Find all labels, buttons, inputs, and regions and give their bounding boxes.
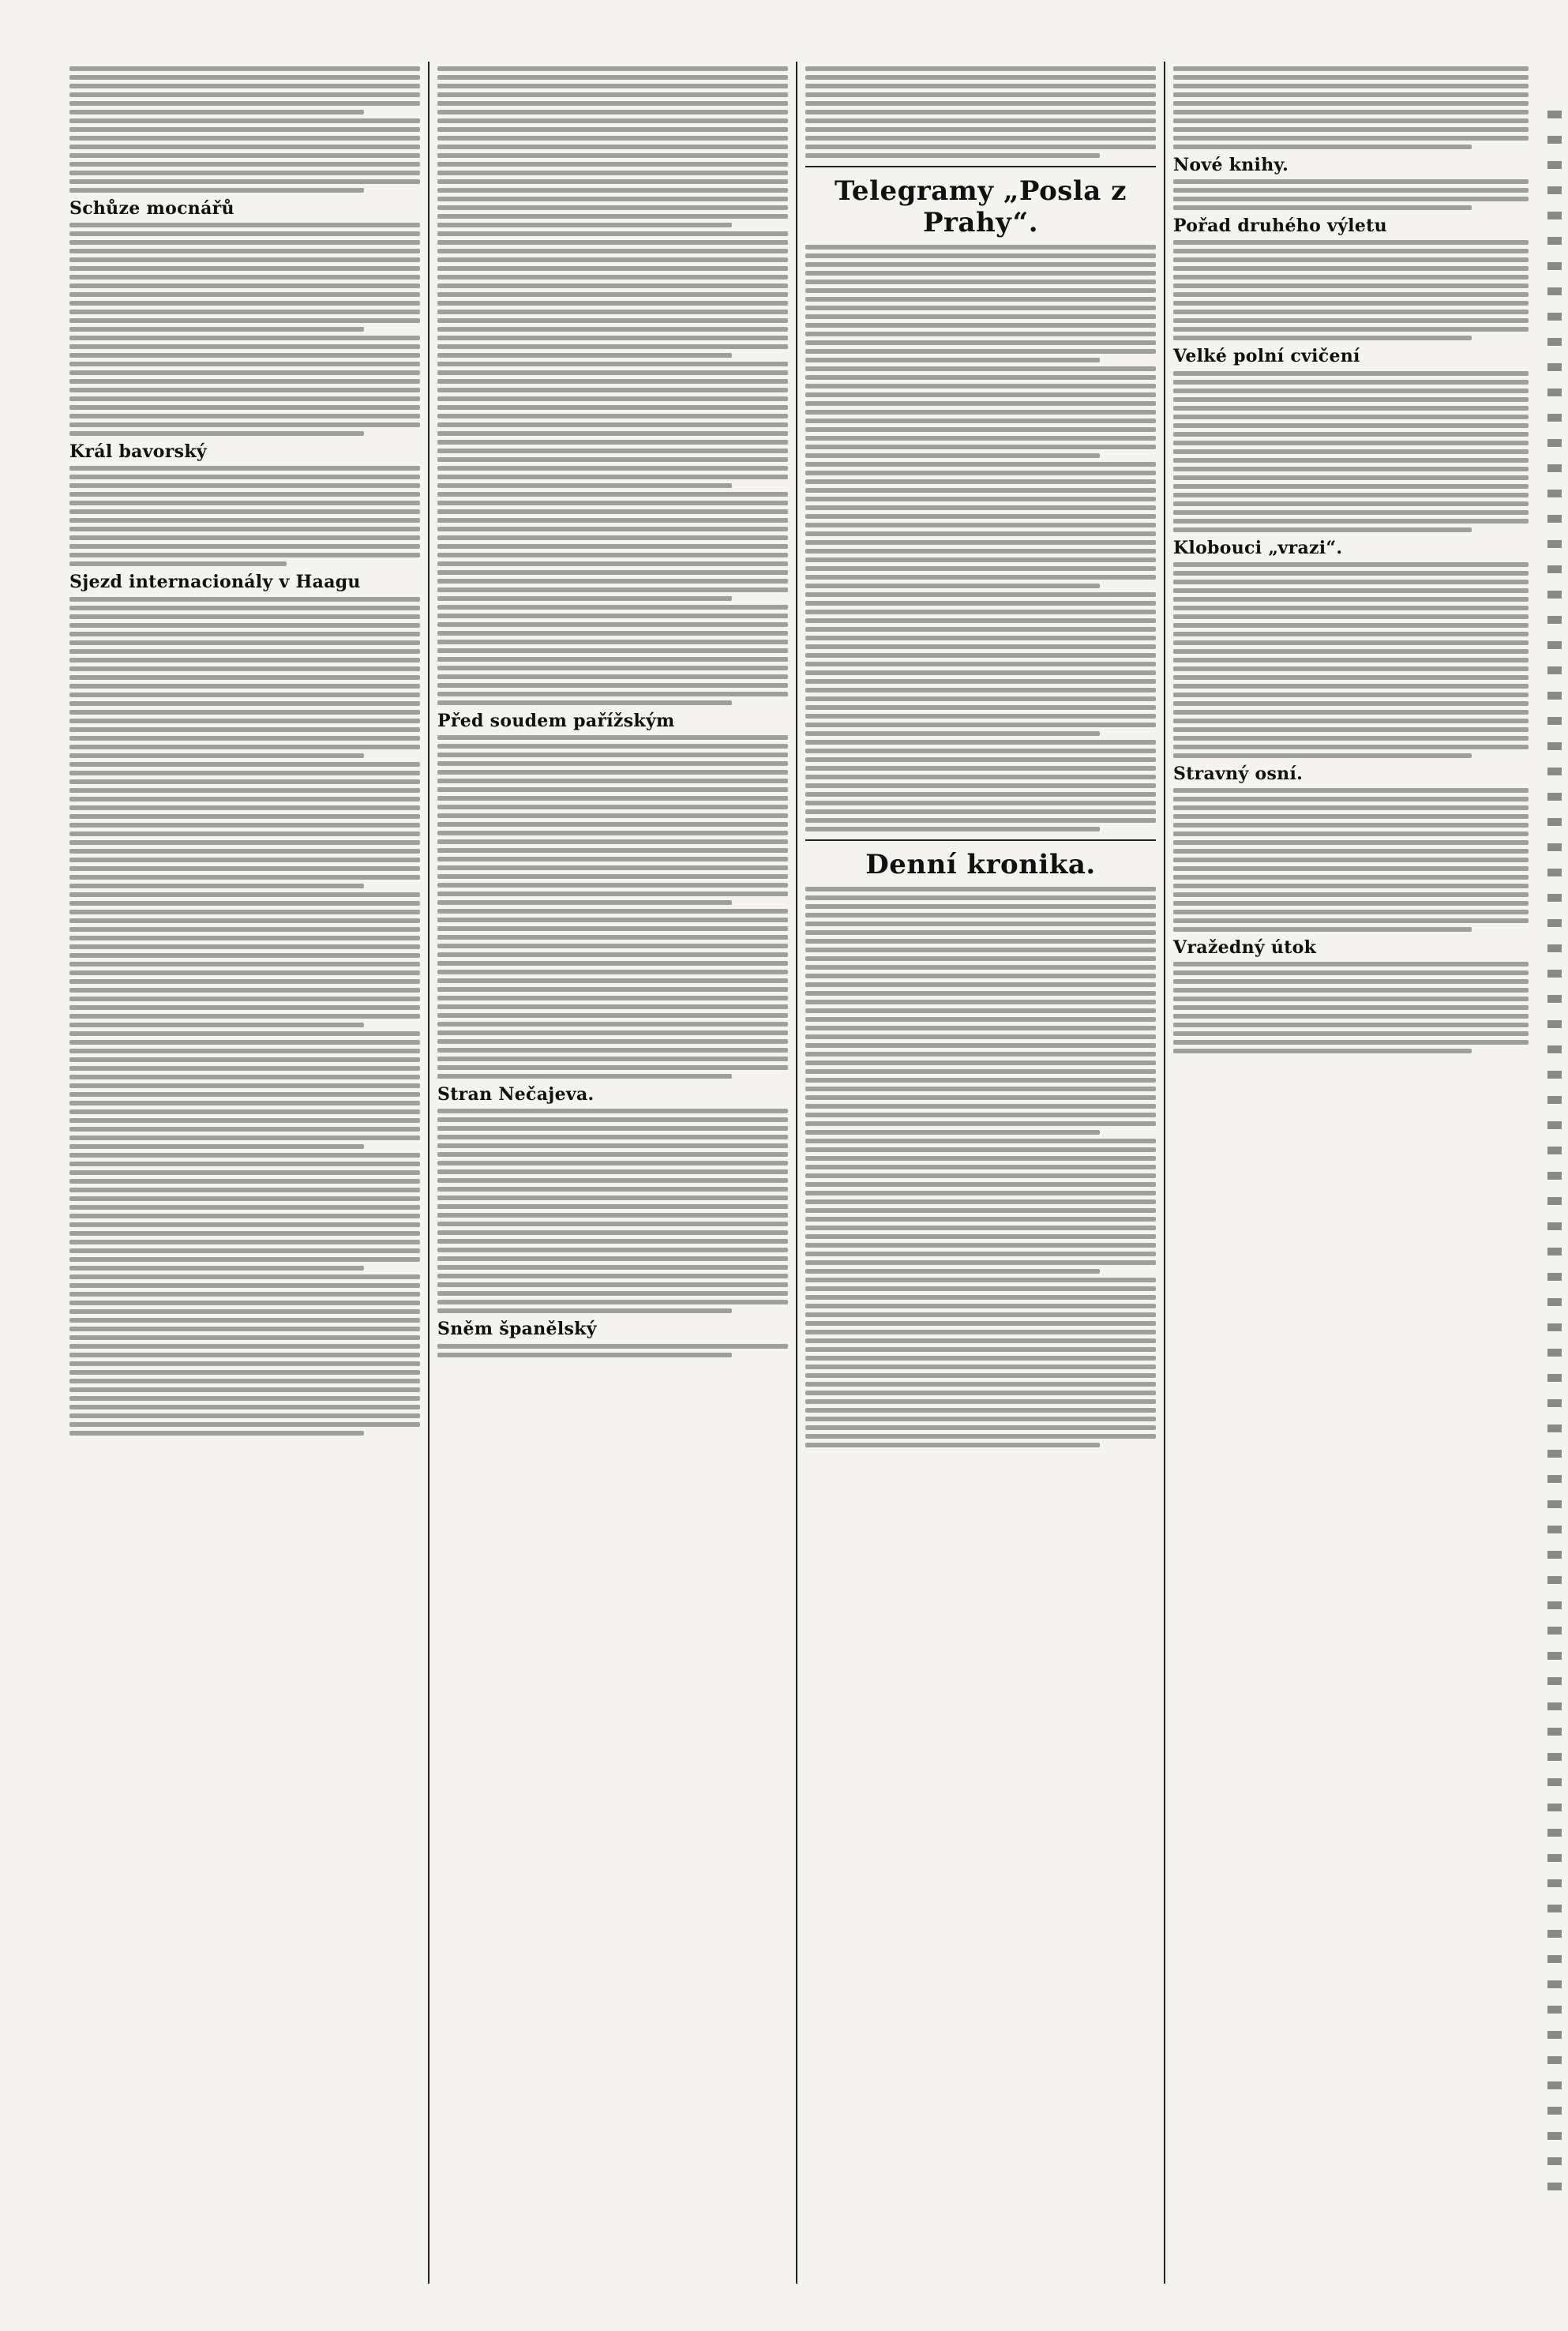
- column-1: [62, 62, 430, 2284]
- paragraph: [437, 735, 788, 1079]
- section-heading: Vražedný útok: [1173, 937, 1317, 958]
- paragraph: [1173, 66, 1529, 149]
- article-text-block: [69, 66, 420, 1436]
- section-heading: Stravný osní.: [1173, 763, 1304, 784]
- paragraph: [805, 66, 1156, 158]
- article-text-block: [437, 66, 788, 1357]
- paragraph: [69, 466, 420, 566]
- section-heading: Schůze mocnářů: [69, 198, 234, 219]
- paragraph: [69, 597, 420, 1436]
- paragraph: [1173, 562, 1529, 758]
- divider: [805, 166, 1156, 167]
- section-heading: Před soudem pařížským: [437, 711, 675, 731]
- divider: [805, 839, 1156, 841]
- section-heading: Král bavorský: [69, 441, 207, 463]
- paragraph: [1173, 962, 1529, 1053]
- column-2: [430, 62, 797, 2284]
- paragraph: [805, 887, 1156, 1447]
- paragraph: [69, 223, 420, 436]
- paragraph: [805, 245, 1156, 831]
- section-heading: Sjezd internacionály v Haagu: [69, 572, 361, 593]
- daily-chronicle-heading: Denní kronika.: [865, 849, 1096, 880]
- paragraph: [1173, 240, 1529, 340]
- section-heading: Velké polní cvičení: [1173, 346, 1360, 367]
- section-heading: Nové knihy.: [1173, 155, 1289, 175]
- telegram-heading: Telegramy „Posla z Prahy“.: [835, 175, 1127, 238]
- paragraph: [1173, 179, 1529, 210]
- section-heading: Stran Nečajeva.: [437, 1084, 595, 1105]
- column-4: [1165, 62, 1536, 2284]
- section-heading: Klobouci „vrazi“.: [1173, 537, 1343, 558]
- paragraph: [437, 66, 788, 705]
- article-text-block: [805, 66, 1156, 1447]
- paragraph: [1173, 371, 1529, 532]
- paragraph: [69, 66, 420, 193]
- section-heading: Sněm španělský: [437, 1319, 597, 1340]
- paragraph: [1173, 788, 1529, 932]
- article-text-block: [1173, 66, 1529, 1053]
- paragraph: [437, 1109, 788, 1313]
- paragraph: [437, 1344, 788, 1357]
- column-3: [797, 62, 1165, 2284]
- page-edge-marks: [1547, 111, 1562, 2195]
- section-heading: Pořad druhého výletu: [1173, 216, 1387, 237]
